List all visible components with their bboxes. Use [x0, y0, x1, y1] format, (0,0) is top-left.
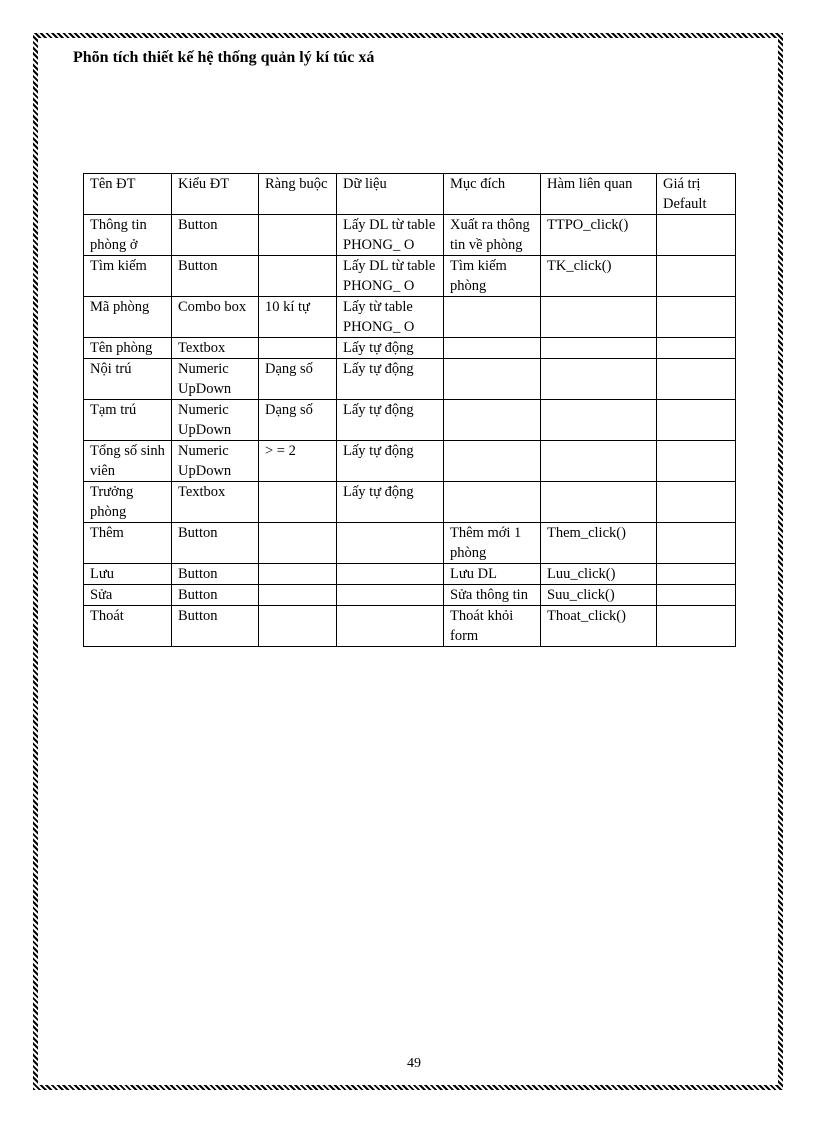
table-cell: Lấy tự động	[337, 441, 444, 482]
table-cell	[541, 441, 657, 482]
table-cell	[444, 338, 541, 359]
table-cell: Tạm trú	[84, 400, 172, 441]
table-cell: Lấy từ table PHONG_ O	[337, 297, 444, 338]
column-header: Mục đích	[444, 174, 541, 215]
table-cell: Suu_click()	[541, 585, 657, 606]
table-cell: Lấy tự động	[337, 400, 444, 441]
table-cell	[444, 482, 541, 523]
table-cell	[541, 297, 657, 338]
table-cell	[259, 585, 337, 606]
table-cell: Xuất ra thông tin về phòng	[444, 215, 541, 256]
table-cell: Lấy DL từ table PHONG_ O	[337, 215, 444, 256]
table-cell: Lấy tự động	[337, 359, 444, 400]
table-cell: Textbox	[172, 482, 259, 523]
table-cell	[541, 400, 657, 441]
object-design-table	[83, 173, 736, 647]
table-cell	[259, 338, 337, 359]
table-cell: Sửa thông tin	[444, 585, 541, 606]
table-cell: Combo box	[172, 297, 259, 338]
table-row	[84, 297, 736, 338]
table-cell: Button	[172, 523, 259, 564]
table-cell	[444, 400, 541, 441]
table-row	[84, 338, 736, 359]
table-cell	[657, 564, 736, 585]
table-cell	[259, 564, 337, 585]
table-cell: TTPO_click()	[541, 215, 657, 256]
column-header: Kiểu ĐT	[172, 174, 259, 215]
table-cell: > = 2	[259, 441, 337, 482]
table-cell: Sửa	[84, 585, 172, 606]
column-header: Dữ liệu	[337, 174, 444, 215]
table-cell: Them_click()	[541, 523, 657, 564]
table-cell: Textbox	[172, 338, 259, 359]
table-cell	[657, 215, 736, 256]
table-cell	[337, 564, 444, 585]
table-cell	[657, 523, 736, 564]
column-header: Ràng buộc	[259, 174, 337, 215]
table-cell: Numeric UpDown	[172, 400, 259, 441]
table-cell	[444, 297, 541, 338]
table-cell: Luu_click()	[541, 564, 657, 585]
table-row	[84, 482, 736, 523]
table-cell: Lưu DL	[444, 564, 541, 585]
table-cell	[541, 482, 657, 523]
column-header: Hàm liên quan	[541, 174, 657, 215]
table-cell	[444, 441, 541, 482]
table-row	[84, 441, 736, 482]
table-cell	[657, 297, 736, 338]
table-cell	[259, 215, 337, 256]
table-cell: Mã phòng	[84, 297, 172, 338]
table-row	[84, 256, 736, 297]
table-cell	[657, 359, 736, 400]
table-cell	[657, 338, 736, 359]
table-cell: Tên phòng	[84, 338, 172, 359]
table-cell	[657, 482, 736, 523]
table-row	[84, 523, 736, 564]
table-cell	[657, 256, 736, 297]
table-cell	[337, 606, 444, 647]
table-cell	[259, 523, 337, 564]
table-cell: Thoát	[84, 606, 172, 647]
table-cell: Thêm	[84, 523, 172, 564]
table-cell: Lấy tự động	[337, 482, 444, 523]
table-cell: Button	[172, 256, 259, 297]
table-cell: 10 kí tự	[259, 297, 337, 338]
table-cell: Button	[172, 585, 259, 606]
table-cell	[657, 585, 736, 606]
table-cell	[657, 400, 736, 441]
table-cell	[337, 523, 444, 564]
table-cell: Tìm kiếm	[84, 256, 172, 297]
table-row	[84, 359, 736, 400]
table-cell: TK_click()	[541, 256, 657, 297]
table-cell: Numeric UpDown	[172, 359, 259, 400]
table-cell	[657, 441, 736, 482]
table-row	[84, 564, 736, 585]
table-cell: Button	[172, 564, 259, 585]
column-header: Giá trị Default	[657, 174, 736, 215]
table-body	[84, 174, 736, 647]
page-number: 49	[407, 1056, 421, 1071]
table-cell: Thoat_click()	[541, 606, 657, 647]
table-row	[84, 400, 736, 441]
table-cell: Lấy tự động	[337, 338, 444, 359]
table-cell	[541, 359, 657, 400]
table-cell	[259, 256, 337, 297]
table-cell: Numeric UpDown	[172, 441, 259, 482]
table-cell	[259, 482, 337, 523]
table-cell: Nội trú	[84, 359, 172, 400]
table-row	[84, 215, 736, 256]
table-row	[84, 585, 736, 606]
table-cell: Button	[172, 606, 259, 647]
table-cell: Lấy DL từ table PHONG_ O	[337, 256, 444, 297]
page-title: Phõn tích thiết kế hệ thống quản lý kí túc xá	[73, 49, 375, 66]
table-row	[84, 606, 736, 647]
table-cell	[444, 359, 541, 400]
table-header-row	[84, 174, 736, 215]
table-cell	[259, 606, 337, 647]
table-cell	[337, 585, 444, 606]
table-cell: Thông tin phòng ở	[84, 215, 172, 256]
table-cell	[541, 338, 657, 359]
table-cell: Trưởng phòng	[84, 482, 172, 523]
table-cell: Thoát khỏi form	[444, 606, 541, 647]
table-cell: Dạng số	[259, 400, 337, 441]
column-header: Tên ĐT	[84, 174, 172, 215]
table-cell: Dạng số	[259, 359, 337, 400]
table-cell: Tìm kiếm phòng	[444, 256, 541, 297]
table-cell: Lưu	[84, 564, 172, 585]
table-cell	[657, 606, 736, 647]
table-cell: Button	[172, 215, 259, 256]
table-cell: Thêm mới 1 phòng	[444, 523, 541, 564]
table-cell: Tổng số sinh viên	[84, 441, 172, 482]
